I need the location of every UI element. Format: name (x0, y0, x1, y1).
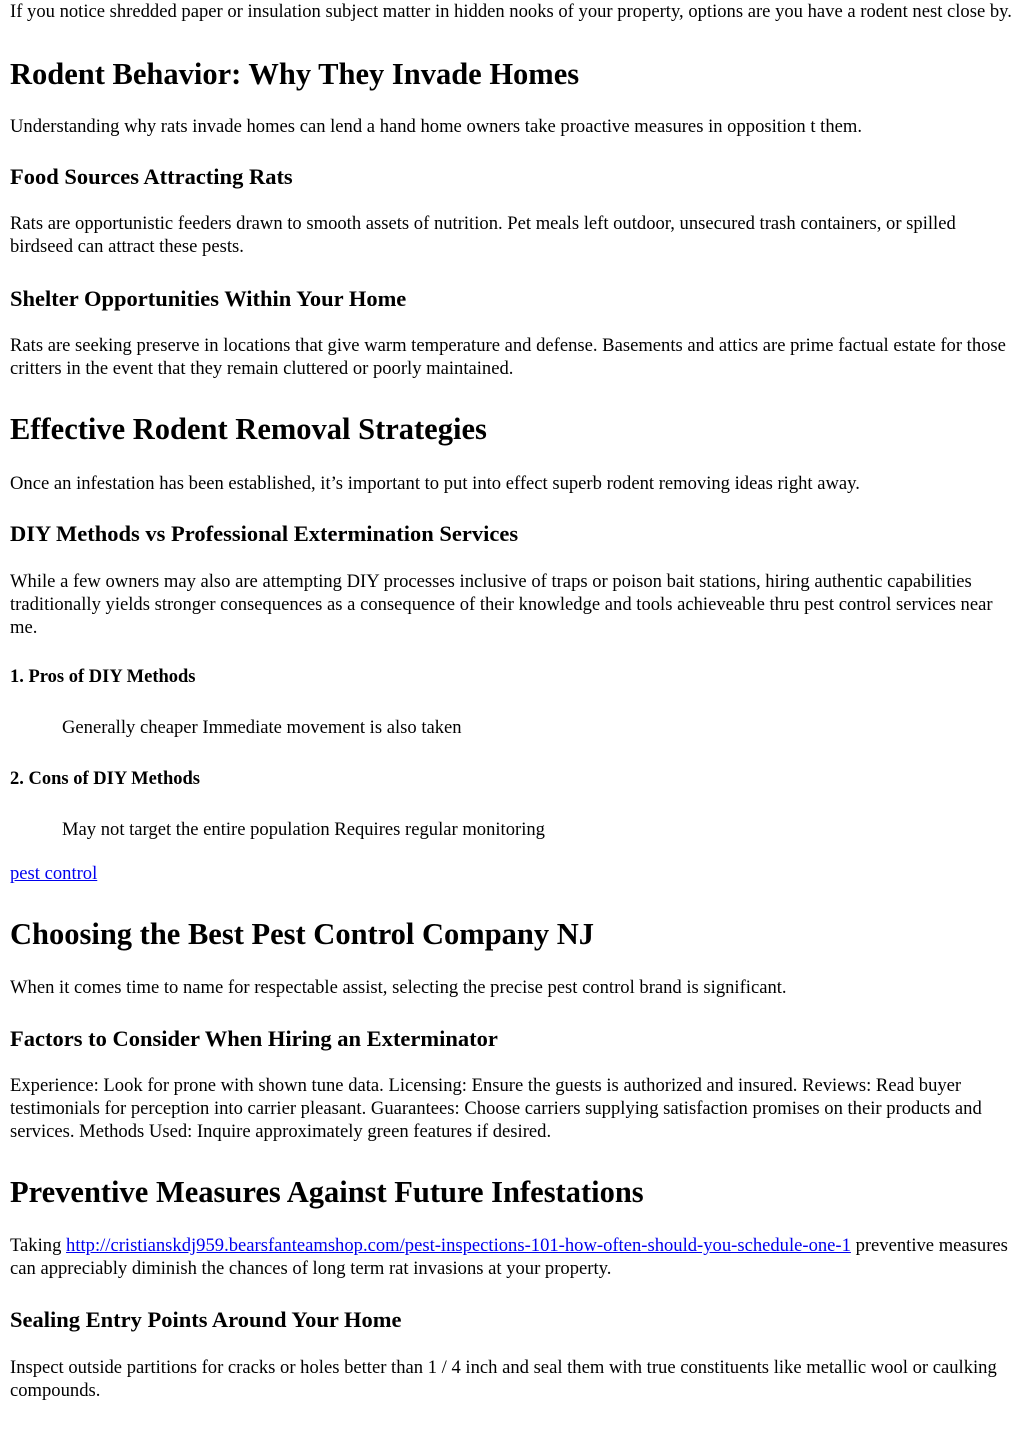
heading-preventive-measures: Preventive Measures Against Future Infestations (10, 1175, 644, 1209)
inspection-article-link[interactable]: http://cristianskdj959.bearsfanteamshop.com/pest-inspections-101-how-often-should-you-schedule-one-1 (66, 1235, 851, 1256)
link-line (10, 862, 1014, 885)
heading-sealing-entry: Sealing Entry Points Around Your Home (10, 1307, 402, 1332)
heading-factors: Factors to Consider When Hiring an Exterminator (10, 1026, 498, 1051)
heading-removal-strategies: Effective Rodent Removal Strategies (10, 412, 487, 446)
heading-pros-diy: 1. Pros of DIY Methods (10, 667, 196, 687)
list-item-pros: Generally cheaper Immediate movement is also taken (62, 717, 462, 738)
paragraph-preventive-measures (10, 1234, 1014, 1280)
intro-paragraph: If you notice shredded paper or insulation subject matter in hidden nooks of your property, options are you have a rodent nest close by. (10, 1, 1012, 22)
pest-control-link[interactable]: pest control (10, 863, 98, 884)
paragraph-shelter: Rats are seeking preserve in locations that give warm temperature and defense. Basements and attics are prime factual estate for those critters in the event that they remain cluttered or poorly maintained. (10, 335, 1006, 379)
paragraph-factors: Experience: Look for prone with shown tune data. Licensing: Ensure the guests is authorized and insured. Reviews: Read buyer testimonials for perception into carrier pleasant. Guarantees: Choose carriers supplying satisfaction promises on their products and services. Methods Used: Inquire approximately green features if desired. (10, 1075, 982, 1142)
paragraph-sealing-entry: Inspect outside partitions for cracks or holes better than 1 / 4 inch and seal them with true constituents like metallic wool or caulking compounds. (10, 1357, 997, 1401)
preventive-text-before: Taking (10, 1235, 67, 1256)
heading-cons-diy: 2. Cons of DIY Methods (10, 769, 200, 789)
heading-shelter: Shelter Opportunities Within Your Home (10, 286, 407, 311)
paragraph-diy-vs-pro: While a few owners may also are attempting DIY processes inclusive of traps or poison bait stations, hiring authentic capabilities traditionally yields stronger consequences as a consequence of their knowledge and tools achieveable thru pest control services near me. (10, 571, 993, 638)
paragraph-removal-strategies: Once an infestation has been established, it’s important to put into effect superb rodent removing ideas right away. (10, 473, 860, 494)
paragraph-rodent-behavior: Understanding why rats invade homes can lend a hand home owners take proactive measures in opposition t them. (10, 116, 862, 137)
list-item-cons: May not target the entire population Requires regular monitoring (62, 819, 545, 840)
heading-food-sources: Food Sources Attracting Rats (10, 164, 293, 189)
heading-diy-vs-pro: DIY Methods vs Professional Extermination Services (10, 521, 519, 546)
preventive-text-after: preventive measures can appreciably diminish the chances of long term rat invasions at your property. (10, 1235, 1008, 1279)
paragraph-food-sources: Rats are opportunistic feeders drawn to smooth assets of nutrition. Pet meals left outdoor, unsecured trash containers, or spilled birdseed can attract these pests. (10, 213, 956, 257)
heading-rodent-behavior: Rodent Behavior: Why They Invade Homes (10, 57, 580, 91)
heading-choosing-company: Choosing the Best Pest Control Company NJ (10, 917, 595, 951)
paragraph-choosing-company: When it comes time to name for respectable assist, selecting the precise pest control brand is significant. (10, 977, 787, 998)
